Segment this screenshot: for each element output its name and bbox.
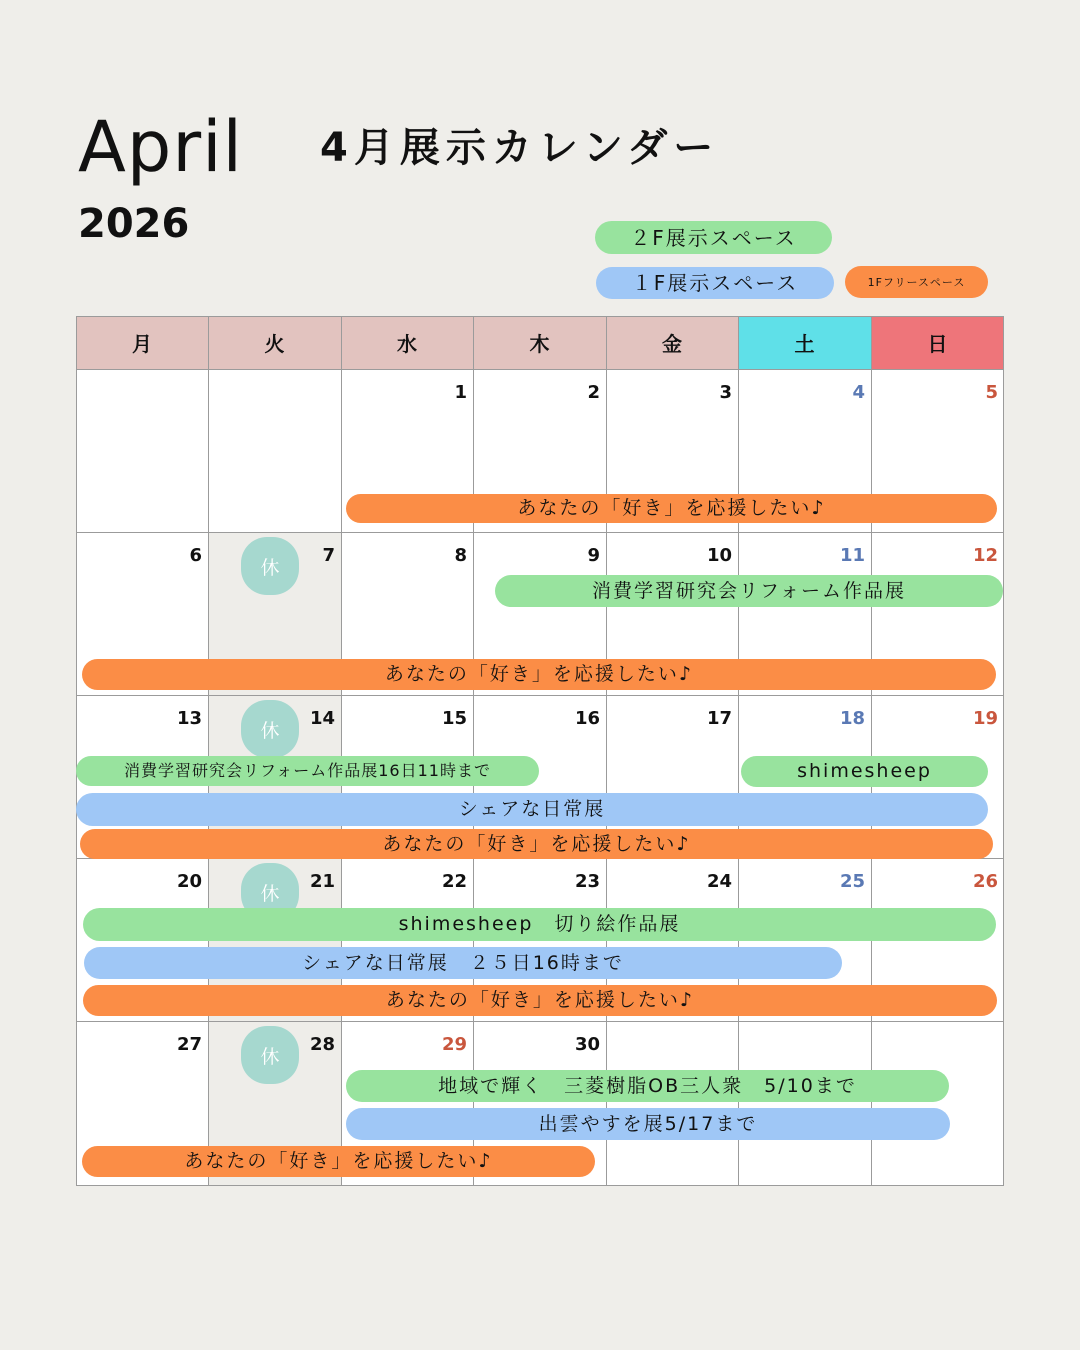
grid-line <box>871 316 872 1186</box>
exhibition-bar[interactable]: あなたの「好き」を応援したい♪ <box>82 659 996 690</box>
grid-line <box>76 316 1004 317</box>
date-number: 2 <box>587 382 600 403</box>
weekday-header: 火 <box>208 316 341 369</box>
grid-line <box>606 316 607 1186</box>
date-number: 24 <box>706 871 732 892</box>
weekday-header: 木 <box>473 316 606 369</box>
date-number: 23 <box>574 871 600 892</box>
date-number: 28 <box>309 1034 335 1055</box>
grid-line <box>76 369 1004 370</box>
legend-1f-exhibit-space: １F展示スペース <box>596 267 834 299</box>
grid-line <box>738 316 739 1186</box>
date-number: 16 <box>574 708 600 729</box>
date-number: 19 <box>972 708 998 729</box>
legend-2f-exhibit-space: ２F展示スペース <box>595 221 832 254</box>
grid-line <box>76 695 1004 696</box>
date-number: 25 <box>839 871 865 892</box>
grid-line <box>208 316 209 1186</box>
exhibition-bar[interactable]: shimesheep 切り絵作品展 <box>83 908 996 941</box>
date-number: 29 <box>441 1034 467 1055</box>
date-number: 14 <box>309 708 335 729</box>
exhibition-bar[interactable]: あなたの「好き」を応援したい♪ <box>82 1146 595 1177</box>
weekday-header: 土 <box>738 316 871 369</box>
weekday-header: 日 <box>871 316 1004 369</box>
title-english: April <box>78 106 243 188</box>
closed-day-badge: 休 <box>241 537 299 595</box>
date-number: 20 <box>176 871 202 892</box>
exhibition-bar[interactable]: シェアな日常展 ２５日16時まで <box>84 947 842 979</box>
date-number: 12 <box>972 545 998 566</box>
legend-1f-free-space: 1Fフリースペース <box>845 266 988 298</box>
year-label: 2026 <box>78 201 190 247</box>
date-number: 22 <box>441 871 467 892</box>
grid-line <box>76 1021 1004 1022</box>
date-number: 30 <box>574 1034 600 1055</box>
weekday-header: 水 <box>341 316 473 369</box>
date-number: 27 <box>176 1034 202 1055</box>
exhibition-bar[interactable]: 出雲やすを展5/17まで <box>346 1108 950 1140</box>
exhibition-bar[interactable]: あなたの「好き」を応援したい♪ <box>346 494 997 523</box>
grid-line <box>76 1185 1004 1186</box>
exhibition-bar[interactable]: あなたの「好き」を応援したい♪ <box>83 985 997 1016</box>
exhibition-bar[interactable]: shimesheep <box>741 756 988 787</box>
date-number: 8 <box>454 545 467 566</box>
date-number: 17 <box>706 708 732 729</box>
closed-day-badge: 休 <box>241 1026 299 1084</box>
date-number: 7 <box>322 545 335 566</box>
closed-day-badge: 休 <box>241 863 299 921</box>
date-number: 3 <box>719 382 732 403</box>
date-number: 26 <box>972 871 998 892</box>
closed-day-badge: 休 <box>241 700 299 758</box>
date-number: 4 <box>852 382 865 403</box>
date-number: 13 <box>176 708 202 729</box>
date-number: 1 <box>454 382 467 403</box>
grid-line <box>341 316 342 1186</box>
grid-line <box>76 532 1004 533</box>
date-number: 11 <box>839 545 865 566</box>
date-number: 5 <box>985 382 998 403</box>
date-number: 15 <box>441 708 467 729</box>
title-japanese: 4月展示カレンダー <box>320 125 720 171</box>
date-number: 6 <box>189 545 202 566</box>
weekday-header: 金 <box>606 316 738 369</box>
weekday-header: 月 <box>76 316 208 369</box>
date-number: 18 <box>839 708 865 729</box>
date-number: 21 <box>309 871 335 892</box>
date-number: 10 <box>706 545 732 566</box>
grid-line <box>76 316 77 1186</box>
exhibition-bar[interactable]: 消費学習研究会リフォーム作品展16日11時まで <box>76 756 539 786</box>
exhibition-bar[interactable]: あなたの「好き」を応援したい♪ <box>80 829 993 859</box>
grid-line <box>1003 316 1004 1186</box>
grid-line <box>473 316 474 1186</box>
date-number: 9 <box>587 545 600 566</box>
exhibition-bar[interactable]: 地域で輝く 三菱樹脂OB三人衆 5/10まで <box>346 1070 949 1102</box>
calendar-grid <box>76 316 1004 1186</box>
exhibition-bar[interactable]: シェアな日常展 <box>76 793 988 826</box>
exhibition-bar[interactable]: 消費学習研究会リフォーム作品展 <box>495 575 1003 607</box>
